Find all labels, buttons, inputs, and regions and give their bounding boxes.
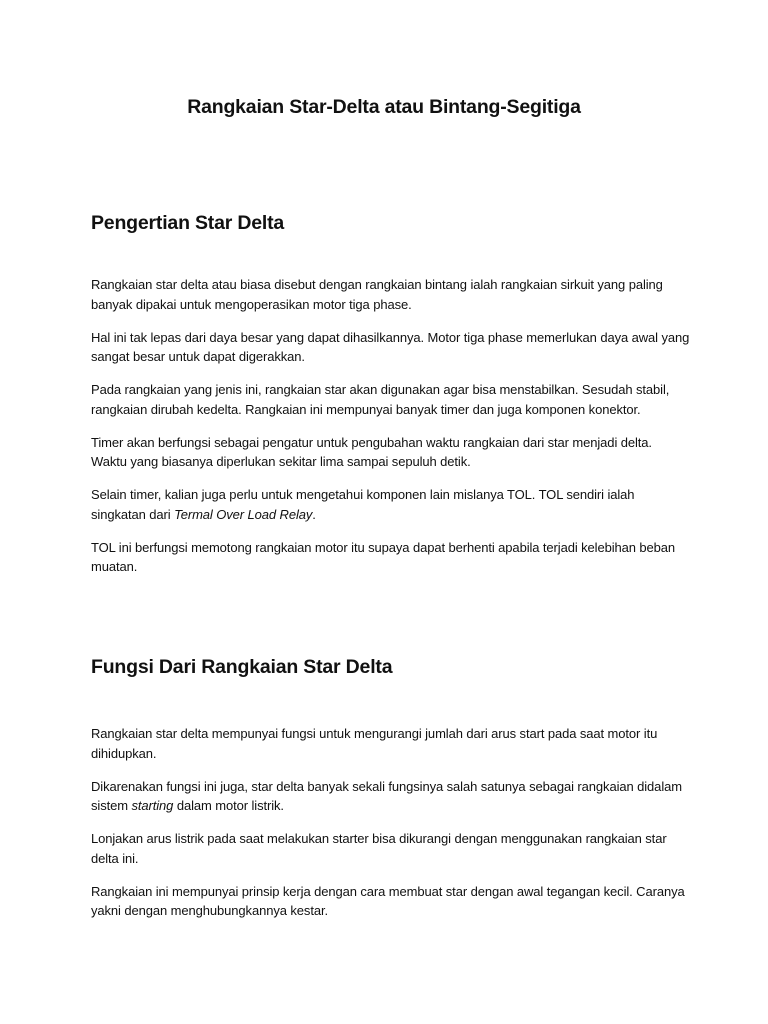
paragraph-with-emphasis xyxy=(91,777,691,816)
paragraph: Timer akan berfungsi sebagai pengatur untuk pengubahan waktu rangkaian dari star menjadi delta. Waktu yang biasanya diperlukan sekitar lima sampai sepuluh detik. xyxy=(91,434,652,469)
section-heading-pengertian: Pengertian Star Delta xyxy=(91,212,285,234)
section-body-fungsi xyxy=(91,724,691,934)
emphasized-term: starting xyxy=(131,798,174,813)
document-title: Rangkaian Star-Delta atau Bintang-Segitiga xyxy=(187,96,581,118)
paragraph: Pada rangkaian yang jenis ini, rangkaian star akan digunakan agar bisa menstabilkan. Sesudah stabil, rangkaian dirubah kedelta. Rangkaian ini mempunyai banyak timer dan juga komponen konektor. xyxy=(91,382,670,417)
paragraph: Rangkaian ini mempunyai prinsip kerja dengan cara membuat star dengan awal tegangan kecil. Caranya yakni dengan menghubungkannya kestar. xyxy=(91,883,685,918)
paragraph: Lonjakan arus listrik pada saat melakukan starter bisa dikurangi dengan menggunakan rangkaian star delta ini. xyxy=(91,831,667,866)
paragraph-text: Dikarenakan fungsi ini juga, star delta banyak sekali fungsinya salah satunya sebagai rangkaian didalam sistem xyxy=(91,778,682,813)
paragraph: Rangkaian star delta mempunyai fungsi untuk mengurangi jumlah dari arus start pada saat motor itu dihidupkan. xyxy=(91,726,658,761)
emphasized-term: Termal Over Load Relay xyxy=(174,506,313,522)
paragraph-with-emphasis xyxy=(91,485,691,524)
paragraph-text: dalam motor listrik. xyxy=(173,798,284,813)
paragraph-text: Selain timer, kalian juga perlu untuk mengetahui komponen lain mislanya TOL. TOL sendiri ialah singkatan dari xyxy=(91,487,635,522)
paragraph: Rangkaian star delta atau biasa disebut dengan rangkaian bintang ialah rangkaian sirkuit yang paling banyak dipakai untuk mengoperasikan motor tiga phase. xyxy=(91,277,663,312)
paragraph: Hal ini tak lepas dari daya besar yang dapat dihasilkannya. Motor tiga phase memerlukan daya awal yang sangat besar untuk dapat digerakkan. xyxy=(91,329,690,364)
section-heading-fungsi: Fungsi Dari Rangkaian Star Delta xyxy=(91,656,393,678)
section-body-pengertian xyxy=(91,275,691,590)
paragraph: TOL ini berfungsi memotong rangkaian motor itu supaya dapat berhenti apabila terjadi kelebihan beban muatan. xyxy=(91,539,676,574)
paragraph-text: . xyxy=(312,506,316,522)
